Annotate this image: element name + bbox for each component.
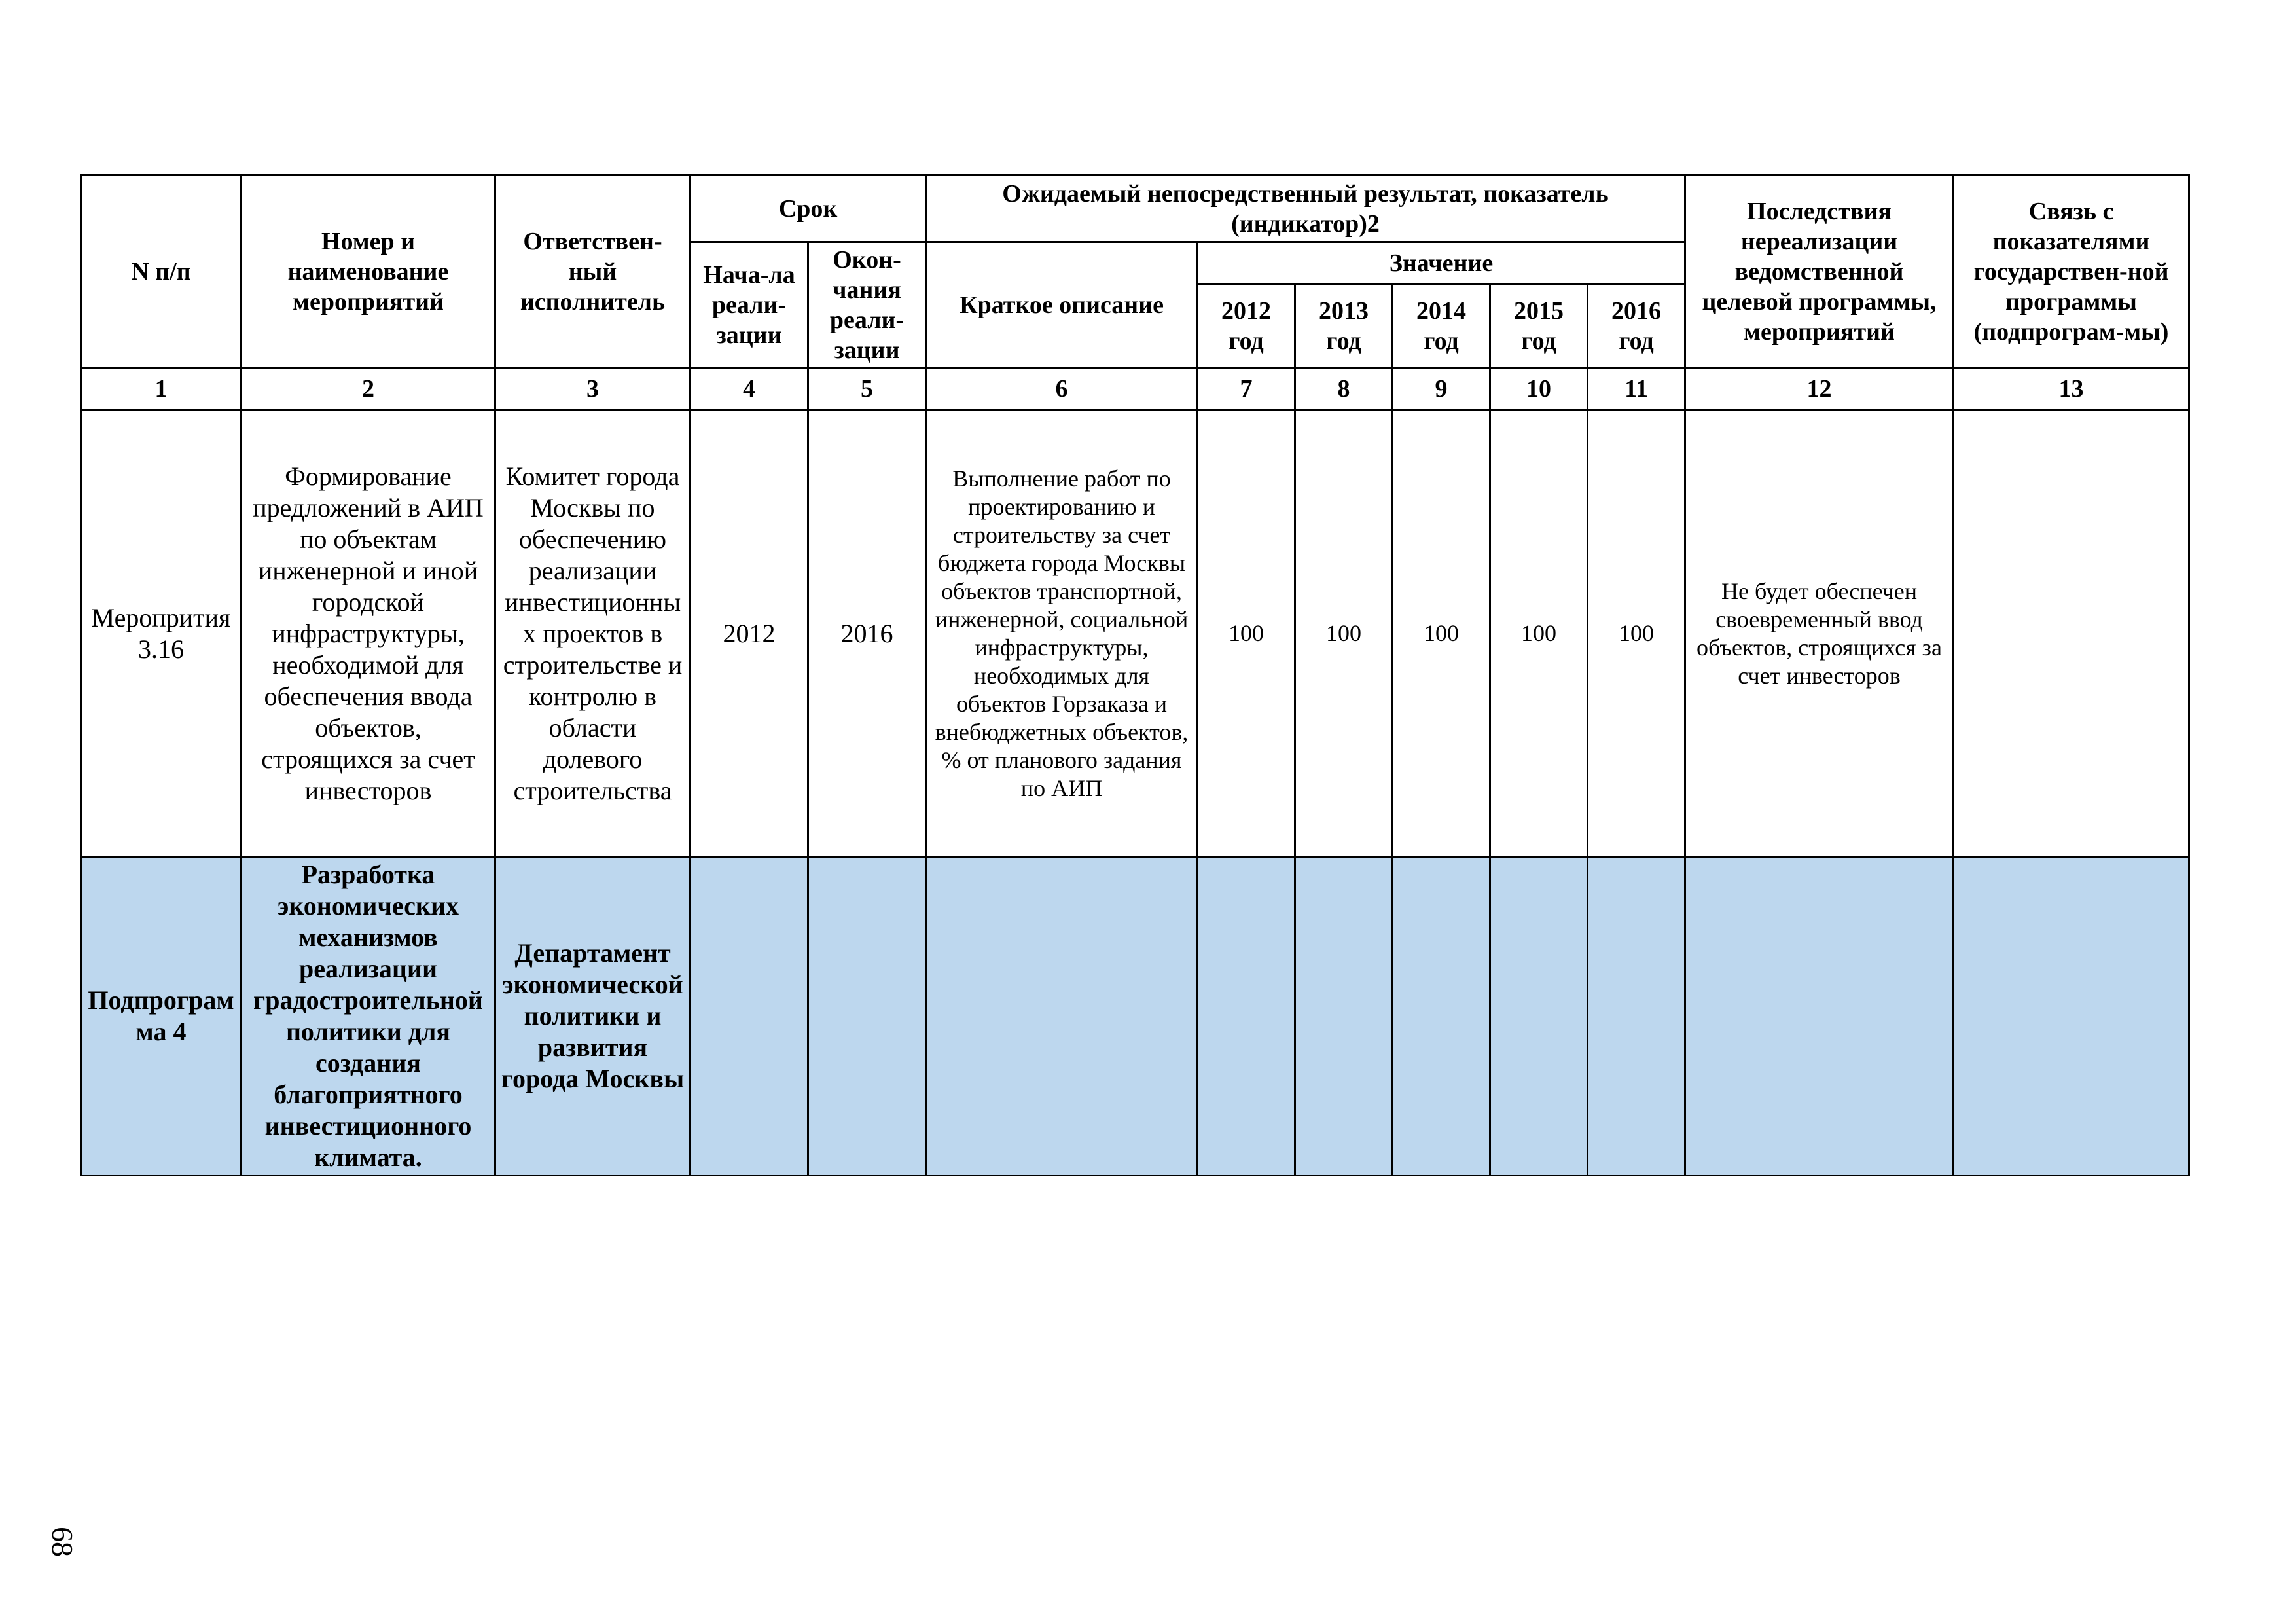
column-number: 1 [81, 368, 242, 410]
column-number: 11 [1588, 368, 1685, 410]
column-number: 3 [495, 368, 691, 410]
empty-cell [1588, 857, 1685, 1176]
column-numbers-row [81, 368, 2189, 410]
column-number: 10 [1490, 368, 1588, 410]
column-number: 13 [1954, 368, 2189, 410]
empty-cell [1295, 857, 1393, 1176]
column-number: 6 [926, 368, 1198, 410]
row-executor: Департамент экономической политики и развития города Москвы [495, 857, 691, 1176]
row-consequence: Не будет обеспечен своевременный ввод объектов, строящихся за счет инвесторов [1685, 410, 1954, 857]
header-program-link: Связь с показателями государствен-ной программы (подпрограм-мы) [1954, 175, 2189, 368]
empty-cell [1685, 857, 1954, 1176]
column-number: 2 [242, 368, 495, 410]
row-end-year: 2016 [808, 410, 926, 857]
row-value-2014: 100 [1393, 410, 1490, 857]
header-executor: Ответствен-ный исполнитель [495, 175, 691, 368]
empty-cell [1954, 857, 2189, 1176]
page-number: 68 [46, 1527, 79, 1557]
header-measure-name: Номер и наименование мероприятий [242, 175, 495, 368]
row-value-2012: 100 [1198, 410, 1295, 857]
column-number: 4 [691, 368, 808, 410]
empty-cell [1393, 857, 1490, 1176]
row-executor: Комитет города Москвы по обеспечению реализации инвестиционных проектов в строительстве и контролю в области долевого строительства [495, 410, 691, 857]
header-term-start: Нача-ла реали-зации [691, 242, 808, 368]
table-row [81, 410, 2189, 857]
table-row-subprogram [81, 857, 2189, 1176]
header-term-end: Окон-чания реали-зации [808, 242, 926, 368]
header-term: Срок [691, 175, 926, 242]
header-value: Значение [1198, 242, 1685, 284]
header-expected-result: Ожидаемый непосредственный результат, показатель (индикатор)2 [926, 175, 1685, 242]
header-year-2015: 2015 год [1490, 284, 1588, 368]
row-value-2016: 100 [1588, 410, 1685, 857]
column-number: 5 [808, 368, 926, 410]
header-year-2014: 2014 год [1393, 284, 1490, 368]
header-number: N п/п [81, 175, 242, 368]
empty-cell [1490, 857, 1588, 1176]
row-measure-name: Разработка экономических механизмов реализации градостроительной политики для создания благоприятного инвестиционного климата. [242, 857, 495, 1176]
column-number: 9 [1393, 368, 1490, 410]
row-description: Выполнение работ по проектированию и строительству за счет бюджета города Москвы объектов транспортной, инженерной, социальной инфраструктуры, необходимых для объектов Горзаказа и внебюджетных объектов, % от планового задания по АИП [926, 410, 1198, 857]
empty-cell [926, 857, 1198, 1176]
empty-cell [1198, 857, 1295, 1176]
column-number: 7 [1198, 368, 1295, 410]
column-number: 8 [1295, 368, 1393, 410]
column-number: 12 [1685, 368, 1954, 410]
header-brief-description: Краткое описание [926, 242, 1198, 368]
row-start-year: 2012 [691, 410, 808, 857]
empty-cell [808, 857, 926, 1176]
row-id: Меропрития 3.16 [81, 410, 242, 857]
row-program-link [1954, 410, 2189, 857]
row-value-2015: 100 [1490, 410, 1588, 857]
header-year-2012: 2012 год [1198, 284, 1295, 368]
header-consequences: Последствия нереализации ведомственной целевой программы, мероприятий [1685, 175, 1954, 368]
row-measure-name: Формирование предложений в АИП по объектам инженерной и иной городской инфраструктуры, необходимой для обеспечения ввода объектов, строящихся за счет инвесторов [242, 410, 495, 857]
header-year-2013: 2013 год [1295, 284, 1393, 368]
empty-cell [691, 857, 808, 1176]
header-year-2016: 2016 год [1588, 284, 1685, 368]
row-value-2013: 100 [1295, 410, 1393, 857]
row-id: Подпрограмма 4 [81, 857, 242, 1176]
program-table [80, 174, 2190, 1176]
